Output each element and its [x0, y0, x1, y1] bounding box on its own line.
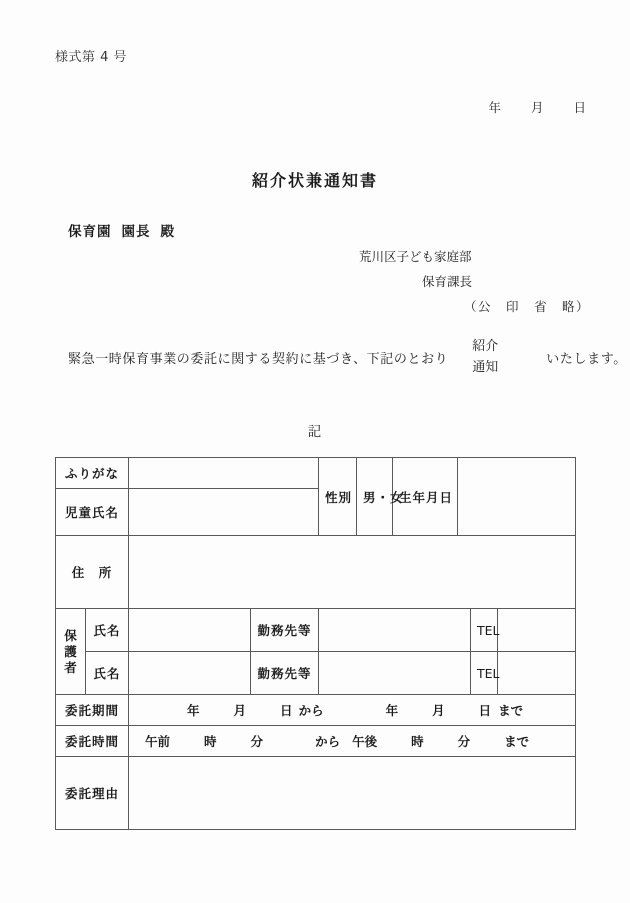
period-fields[interactable] [129, 695, 576, 726]
hours-token-pm: 午後 [352, 734, 378, 749]
guardian-1-name-label: 氏名 [86, 609, 129, 652]
addressee-org: 保育園 [68, 224, 112, 240]
table-row-period [56, 695, 576, 726]
body-lead-text: 緊急一時保育事業の委託に関する契約に基づき、下記のとおり [68, 351, 449, 367]
period-token-year-to: 年 [385, 703, 399, 718]
sex-options[interactable]: 男・女 [357, 458, 393, 536]
guardian-2-tel-input[interactable] [498, 652, 576, 695]
issuer-seal-note: （公 印 省 略） [463, 299, 590, 314]
period-label: 委託期間 [56, 695, 129, 726]
table-row-reason [56, 757, 576, 830]
period-token-month-to: 月 [432, 703, 445, 718]
hours-fields[interactable] [129, 726, 576, 757]
address-label: 住 所 [56, 536, 129, 609]
table-row-guardian-2 [56, 652, 576, 695]
body-line [68, 336, 627, 378]
sex-label: 性別 [319, 458, 357, 536]
guardian-label-char-1: 保 [64, 627, 77, 643]
addressee-line [68, 220, 175, 240]
furigana-input[interactable] [129, 458, 319, 489]
application-form-table [55, 457, 576, 830]
child-name-label: 児童氏名 [56, 489, 129, 536]
body-choice-stack [472, 336, 498, 378]
guardian-2-workplace-input[interactable] [319, 652, 471, 695]
form-number: 様式第 4 号 [55, 50, 128, 65]
date-line [488, 98, 586, 116]
guardian-label-char-3: 者 [64, 659, 77, 675]
issuer-block [359, 244, 590, 319]
hours-token-made: まで [504, 734, 530, 749]
period-token-kara: から [298, 703, 324, 718]
address-input[interactable] [129, 536, 576, 609]
guardian-1-workplace-input[interactable] [319, 609, 471, 652]
period-token-year-from: 年 [187, 703, 200, 718]
birthdate-label: 生年月日 [393, 458, 458, 536]
guardian-1-tel-input[interactable] [498, 609, 576, 652]
guardian-1-name-input[interactable] [129, 609, 251, 652]
hours-token-hour-from: 時 [204, 734, 217, 749]
reason-label: 委託理由 [56, 757, 129, 830]
addressee-role: 園長 [121, 224, 151, 240]
hours-label: 委託時間 [56, 726, 129, 757]
hours-token-am: 午前 [145, 734, 171, 749]
child-name-input[interactable] [129, 489, 319, 536]
table-row-address [56, 536, 576, 609]
body-choice-introduce: 紹介 [472, 339, 499, 354]
guardian-1-tel-label: TEL [471, 609, 498, 652]
body-paragraph [68, 336, 627, 378]
hours-token-hour-to: 時 [411, 734, 424, 749]
table-row-hours [56, 726, 576, 757]
guardian-2-tel-label: TEL [471, 652, 498, 695]
guardian-1-workplace-label: 勤務先等 [251, 609, 319, 652]
hours-token-minute-from: 分 [250, 734, 264, 749]
period-token-day-to: 日 [478, 703, 492, 718]
birthdate-input[interactable] [458, 458, 576, 536]
body-choice-notify: 通知 [472, 360, 499, 375]
ki-mark: 記 [307, 424, 323, 440]
guardian-2-workplace-label: 勤務先等 [251, 652, 319, 695]
period-token-month-from: 月 [233, 703, 247, 718]
hours-token-minute-to: 分 [457, 734, 471, 749]
reason-input[interactable] [129, 757, 576, 830]
period-token-day-from: 日 [280, 703, 293, 718]
guardian-label [56, 609, 86, 695]
date-day-placeholder: 日 [573, 100, 586, 115]
guardian-2-name-input[interactable] [129, 652, 251, 695]
table-row-guardian-1 [56, 609, 576, 652]
table-row-furigana [56, 458, 576, 489]
issuer-section: 保育課長 [421, 274, 472, 289]
hours-token-kara: から [315, 734, 341, 749]
date-year-placeholder: 年 [488, 100, 501, 115]
date-month-placeholder: 月 [530, 100, 544, 115]
body-tail-text: いたします。 [546, 351, 627, 367]
document-title: 紹介状兼通知書 [251, 171, 378, 190]
guardian-label-char-2: 護 [64, 643, 77, 659]
period-token-made: まで [498, 703, 524, 718]
furigana-label: ふりがな [56, 458, 129, 489]
issuer-department: 荒川区子ども家庭部 [358, 249, 472, 264]
addressee-honorific: 殿 [160, 224, 175, 240]
guardian-2-name-label: 氏名 [86, 652, 129, 695]
